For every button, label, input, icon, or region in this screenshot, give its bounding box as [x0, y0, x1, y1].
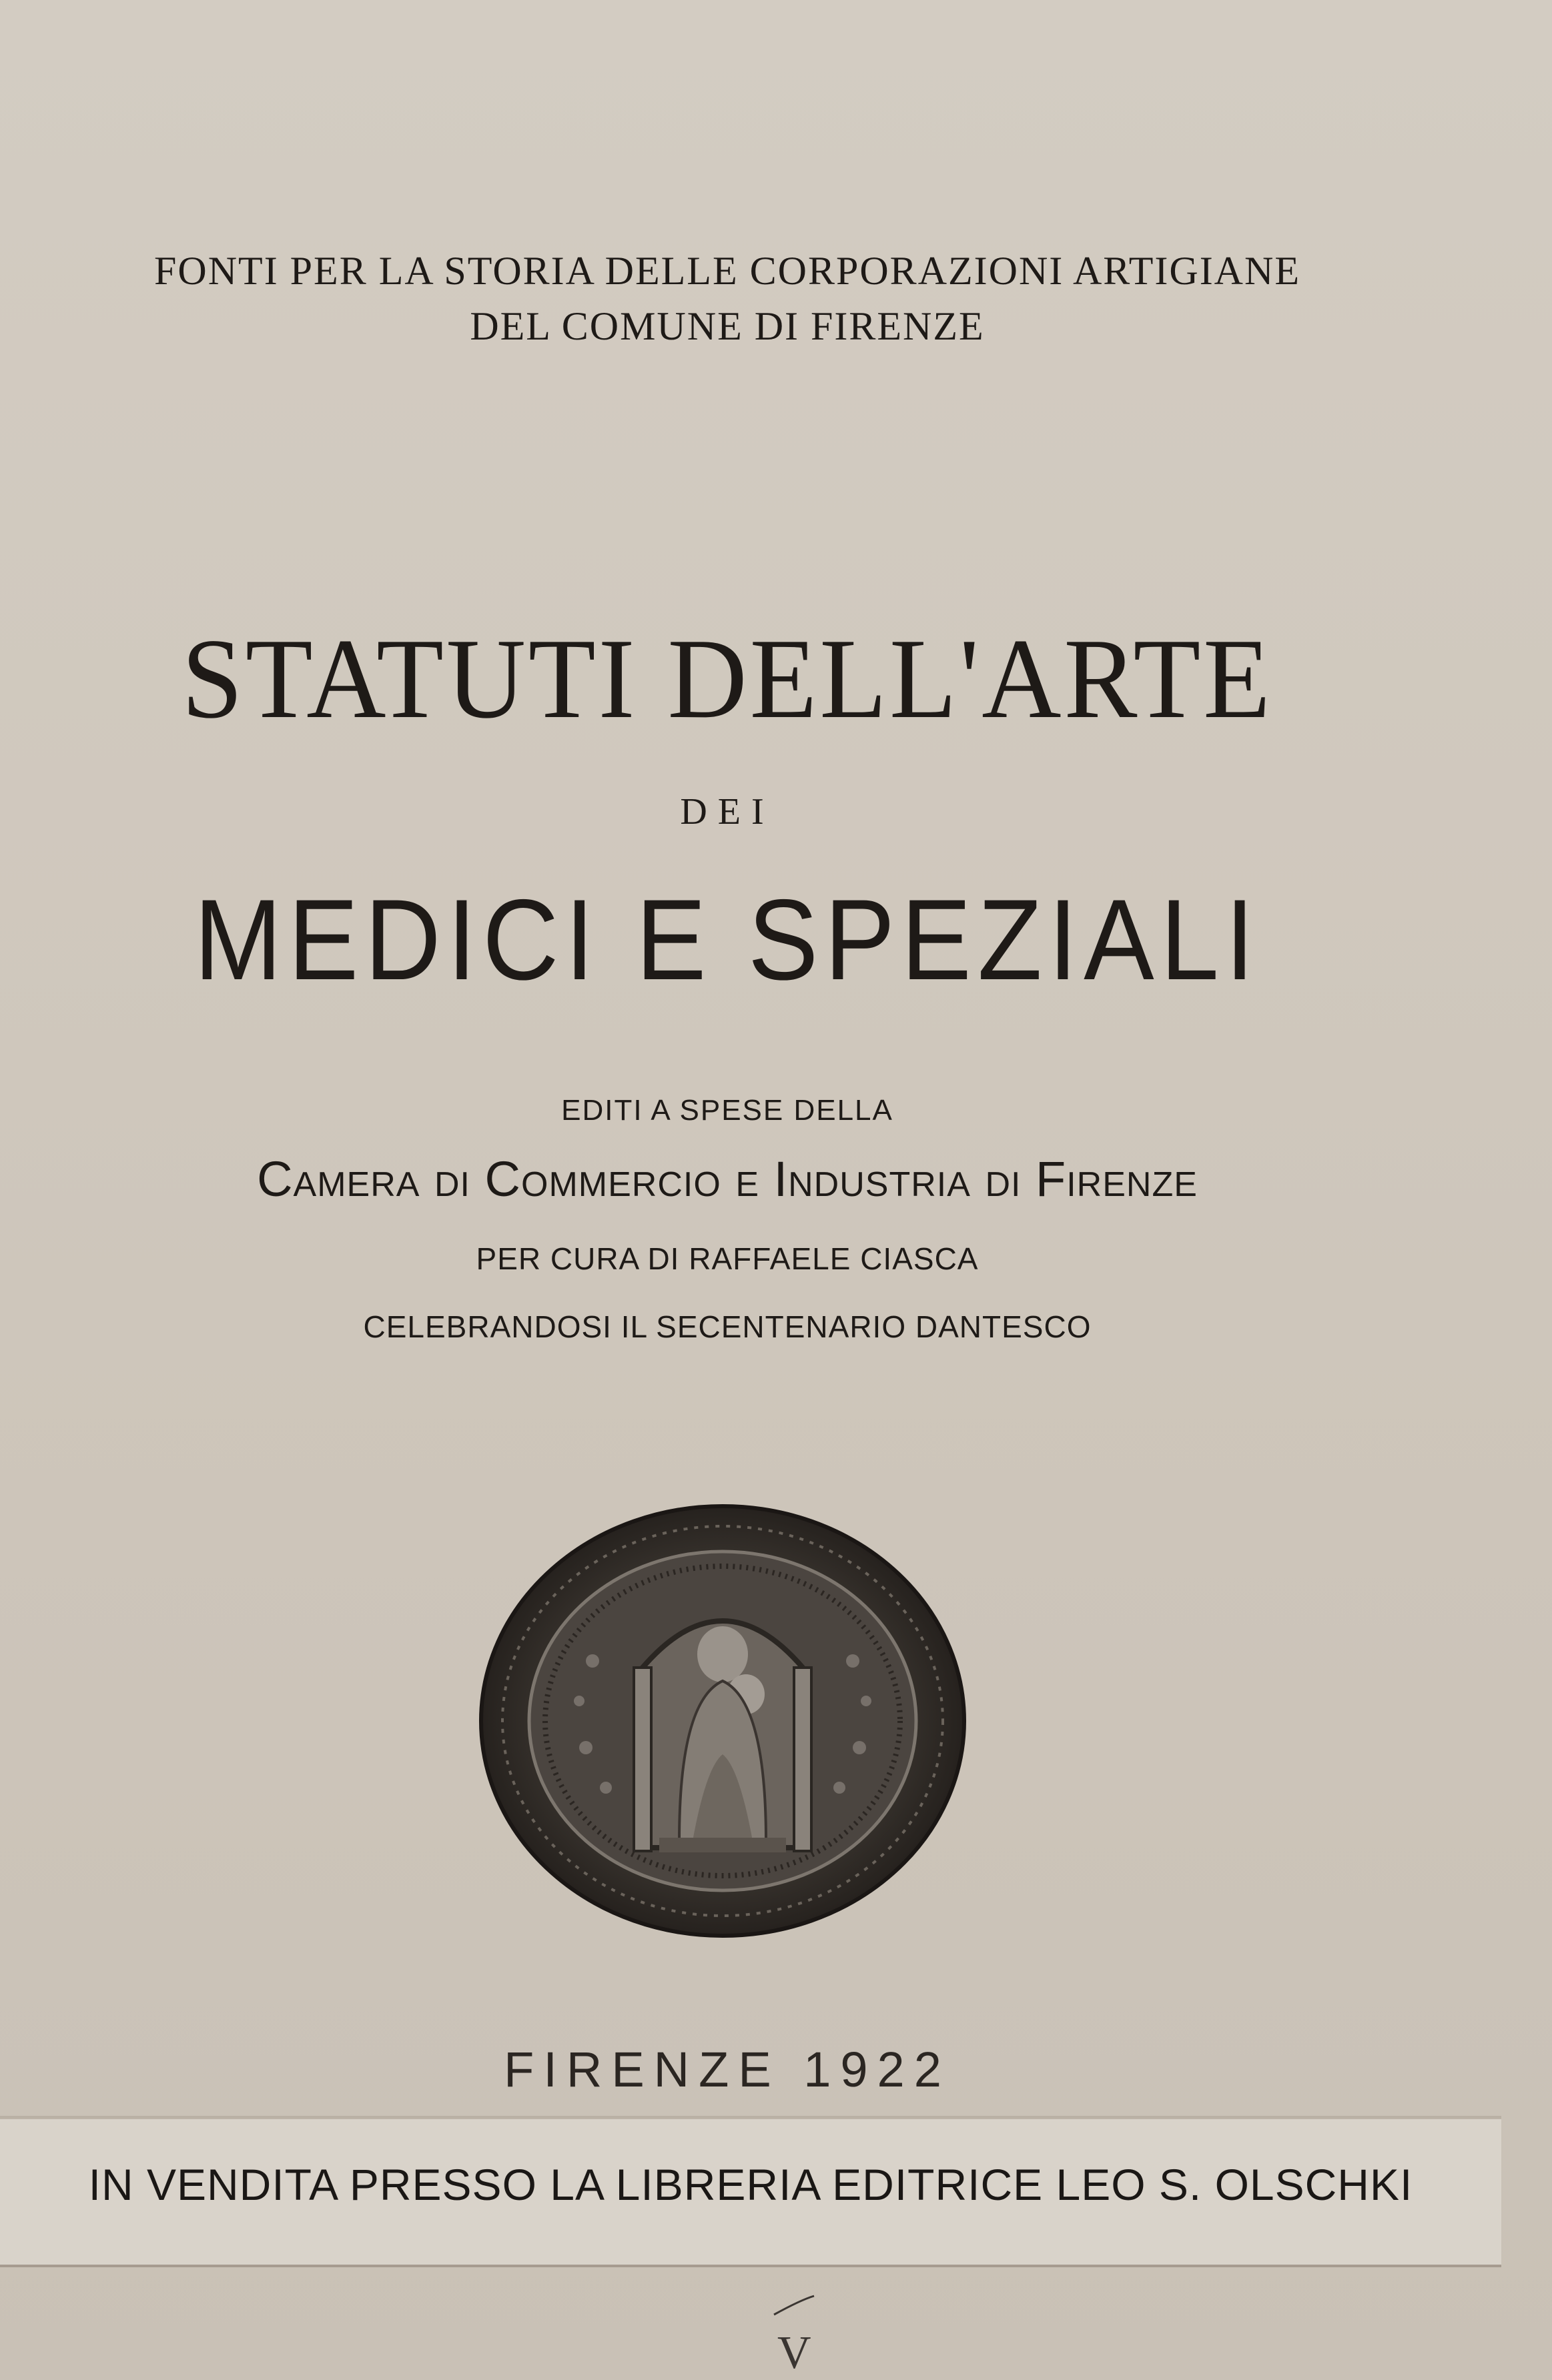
occasion-line: CELEBRANDOSI IL SECENTENARIO DANTESCO	[363, 1309, 1092, 1344]
book-title: STATUTI DELL'ARTE	[181, 616, 1273, 742]
sale-label-strip	[0, 2116, 1501, 2267]
series-title-line-1: FONTI PER LA STORIA DELLE CORPORAZIONI ARTIGIANE	[154, 249, 1300, 293]
series-title-line-2: DEL COMUNE DI FIRENZE	[470, 304, 985, 348]
title-connector: DEI	[680, 791, 775, 832]
book-subtitle: MEDICI E SPEZIALI	[193, 876, 1261, 1004]
pencil-mark-letter: V	[777, 2327, 811, 2375]
edited-by-line: EDITI A SPESE DELLA	[561, 1094, 893, 1127]
publisher-institution: Camera di Commercio e Industria di Firenze	[257, 1151, 1198, 1207]
sale-label-text: IN VENDITA PRESSO LA LIBRERIA EDITRICE LEO S. OLSCHKI	[88, 2160, 1413, 2209]
pencil-mark	[767, 2295, 841, 2375]
seal-madonna-icon	[479, 1501, 966, 1941]
editor-line: PER CURA DI RAFFAELE CIASCA	[476, 1241, 979, 1276]
place-and-year: FIRENZE 1922	[504, 2042, 951, 2097]
